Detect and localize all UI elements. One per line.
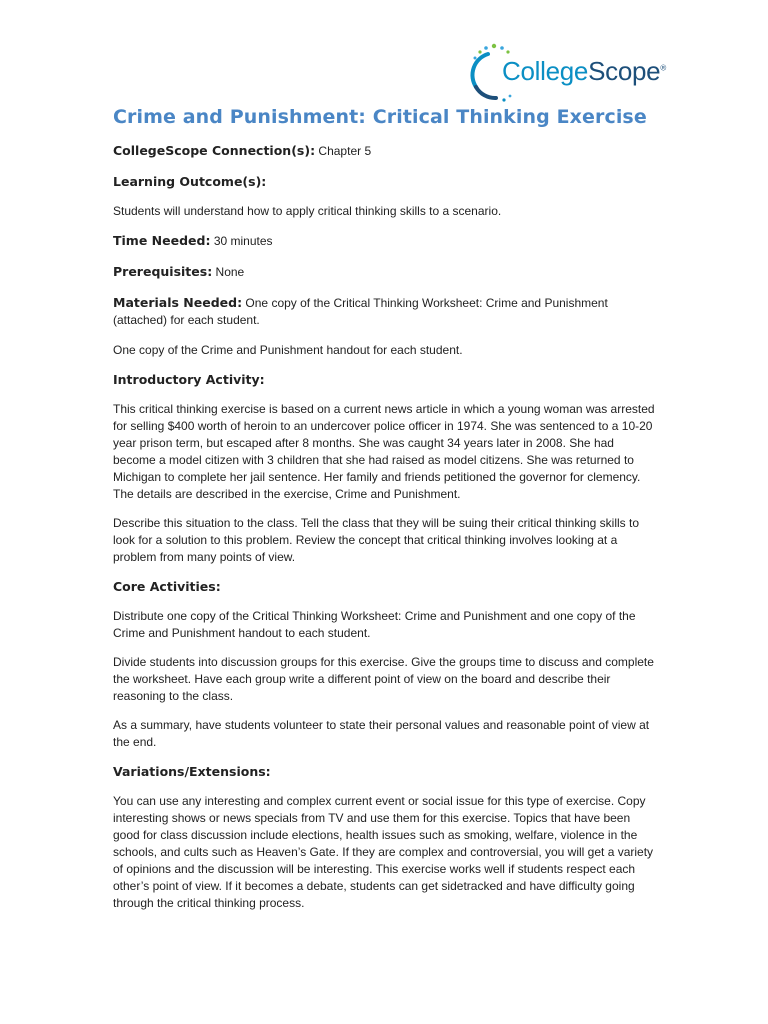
connection-label: CollegeScope Connection(s): (113, 143, 316, 158)
core-activities-heading: Core Activities: (113, 579, 221, 594)
logo-wordmark-prefix: College (502, 56, 589, 86)
collegescope-logo (466, 40, 666, 110)
variations-paragraph: You can use any interesting and complex current event or social issue for this type of exercise. Copy interesting shows or news specials from TV and use them for this exercise. Topics that have been good for class discussion include elections, health issues such as smoking, welfare, violence in the schools, and cults such as Heaven’s Gate. If they are complex and controversial, you will get a variety of opinions and the discussion will be interesting. This exercise works well if students respect each other’s point of view. If it becomes a debate, students can get sidetracked and have difficulty going through the critical thinking process. (113, 794, 654, 910)
time-needed-label: Time Needed: (113, 233, 211, 248)
time-needed-line (113, 232, 658, 250)
core-paragraph: Divide students into discussion groups for this exercise. Give the groups time to discuss and complete the worksheet. Have each group write a different point of view on the board and describe their reasoning to the class. (113, 655, 654, 703)
core-paragraph: Distribute one copy of the Critical Thinking Worksheet: Crime and Punishment and one copy of the Crime and Punishment handout to each student. (113, 609, 636, 640)
prerequisites-label: Prerequisites: (113, 264, 213, 279)
logo-wordmark-suffix: Scope (588, 56, 661, 86)
introductory-paragraph: This critical thinking exercise is based on a current news article in which a young woman was arrested for selling $400 worth of heroin to an undercover police officer in 1974. She was sentenced to a 10-20 year prison term, but escaped after 8 months. She was caught 34 years later in 2008. She had become a model citizen with 3 children that she had raised as model citizens. She was returned to Michigan to complete her jail sentence. Her family and friends petitioned the governor for clemency. The details are described in the exercise, Crime and Punishment. (113, 402, 655, 501)
materials-label: Materials Needed: (113, 295, 243, 310)
learning-outcomes-heading: Learning Outcome(s): (113, 174, 267, 189)
prerequisites-value: None (215, 265, 245, 279)
connection-line (113, 142, 658, 160)
lesson-content (113, 104, 658, 924)
materials-line (113, 294, 658, 329)
materials-extra: One copy of the Crime and Punishment handout for each student. (113, 343, 463, 357)
learning-outcomes-text: Students will understand how to apply critical thinking skills to a scenario. (113, 204, 502, 218)
introductory-paragraph: Describe this situation to the class. Tell the class that they will be suing their critical thinking skills to look for a solution to this problem. Review the concept that critical thinking involves looking at a problem from many points of view. (113, 516, 640, 564)
prerequisites-line (113, 263, 658, 281)
variations-heading: Variations/Extensions: (113, 764, 271, 779)
connection-value: Chapter 5 (318, 144, 372, 158)
time-needed-value: 30 minutes (213, 234, 273, 248)
page-title: Crime and Punishment: Critical Thinking Exercise (113, 106, 647, 128)
core-paragraph: As a summary, have students volunteer to state their personal values and reasonable point of view at the end. (113, 718, 650, 749)
logo-wordmark (502, 56, 666, 87)
logo-registered-mark: ® (660, 63, 666, 73)
introductory-heading: Introductory Activity: (113, 372, 265, 387)
materials-value: One copy of the Critical Thinking Worksheet: Crime and Punishment (attached) for each student. (113, 296, 608, 327)
